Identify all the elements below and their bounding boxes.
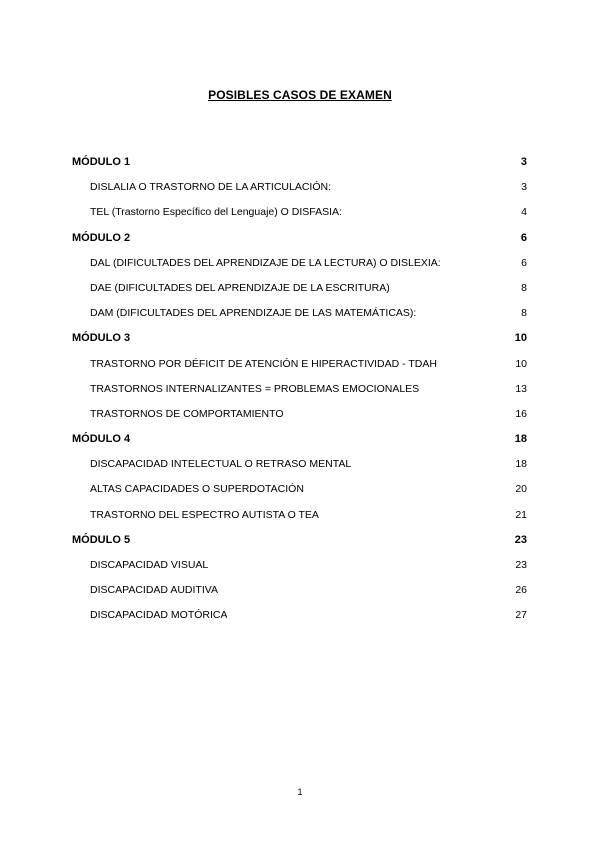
toc-page-number: 13	[515, 382, 527, 395]
toc-page-number: 18	[515, 458, 527, 471]
toc-label: DISCAPACIDAD MOTÓRICA	[90, 609, 228, 622]
toc-module-heading[interactable]	[72, 427, 527, 452]
toc-label: DISCAPACIDAD VISUAL	[90, 559, 209, 571]
toc-entry[interactable]	[72, 553, 527, 578]
toc-module-heading[interactable]	[72, 528, 527, 553]
toc-label: DAL (DIFICULTADES DEL APRENDIZAJE DE LA LECTURA) O DISLEXIA:	[90, 256, 441, 269]
toc-page-number: 26	[515, 584, 527, 597]
toc-label: MÓDULO 4	[72, 433, 131, 446]
toc-label: TRASTORNOS INTERNALIZANTES = PROBLEMAS EMOCIONALES	[90, 382, 420, 395]
toc-entry[interactable]	[72, 452, 527, 477]
toc-entry[interactable]	[72, 352, 527, 377]
toc-label: DAM (DIFICULTADES DEL APRENDIZAJE DE LAS MATEMÁTICAS):	[90, 307, 417, 320]
toc-entry[interactable]	[72, 200, 527, 225]
toc-module-heading[interactable]	[72, 326, 527, 351]
toc-page-number: 8	[521, 307, 527, 320]
toc-module-heading[interactable]	[72, 150, 527, 175]
toc-label: DAE (DIFICULTADES DEL APRENDIZAJE DE LA ESCRITURA)	[90, 281, 390, 294]
toc-page-number: 23	[515, 559, 527, 571]
toc-entry[interactable]	[72, 578, 527, 603]
toc-page-number: 10	[515, 357, 527, 370]
toc-label: MÓDULO 5	[72, 533, 131, 546]
toc-page-number: 3	[520, 156, 527, 168]
toc-page-number: 23	[514, 533, 527, 546]
toc-page-number: 8	[521, 281, 527, 294]
toc-page-number: 21	[515, 508, 527, 521]
toc-entry[interactable]	[72, 377, 527, 402]
table-of-contents	[72, 150, 527, 629]
toc-page-number: 16	[515, 407, 527, 420]
toc-page-number: 6	[520, 231, 527, 244]
toc-page-number: 4	[521, 206, 527, 219]
toc-label: DISCAPACIDAD INTELECTUAL O RETRASO MENTAL	[90, 458, 352, 471]
toc-entry[interactable]	[72, 251, 527, 276]
page-number: 1	[297, 787, 303, 797]
toc-entry[interactable]	[72, 301, 527, 326]
toc-entry[interactable]	[72, 603, 527, 628]
toc-label: TRASTORNO DEL ESPECTRO AUTISTA O TEA	[90, 508, 319, 521]
toc-label: MÓDULO 2	[72, 231, 131, 244]
toc-label: TRASTORNOS DE COMPORTAMIENTO	[90, 407, 284, 420]
toc-label: ALTAS CAPACIDADES O SUPERDOTACIÓN	[90, 483, 304, 496]
toc-label: MÓDULO 3	[72, 332, 131, 345]
toc-page-number: 3	[521, 181, 527, 194]
toc-label: DISLALIA O TRASTORNO DE LA ARTICULACIÓN:	[90, 181, 331, 194]
toc-entry[interactable]	[72, 402, 527, 427]
toc-entry[interactable]	[72, 175, 527, 200]
toc-page-number: 20	[515, 483, 527, 496]
toc-entry[interactable]	[72, 276, 527, 301]
toc-label: DISCAPACIDAD AUDITIVA	[90, 584, 218, 597]
toc-page-number: 27	[515, 609, 527, 622]
toc-page-number: 6	[521, 256, 527, 269]
document-title: POSIBLES CASOS DE EXAMEN	[208, 88, 392, 102]
toc-page-number: 10	[514, 332, 527, 345]
toc-label: TEL (Trastorno Específico del Lenguaje) O DISFASIA:	[90, 206, 342, 219]
toc-module-heading[interactable]	[72, 226, 527, 251]
toc-page-number: 18	[514, 433, 527, 446]
toc-label: MÓDULO 1	[72, 156, 131, 168]
toc-entry[interactable]	[72, 477, 527, 502]
toc-entry[interactable]	[72, 503, 527, 528]
toc-label: TRASTORNO POR DÉFICIT DE ATENCIÓN E HIPERACTIVIDAD - TDAH	[90, 357, 437, 370]
